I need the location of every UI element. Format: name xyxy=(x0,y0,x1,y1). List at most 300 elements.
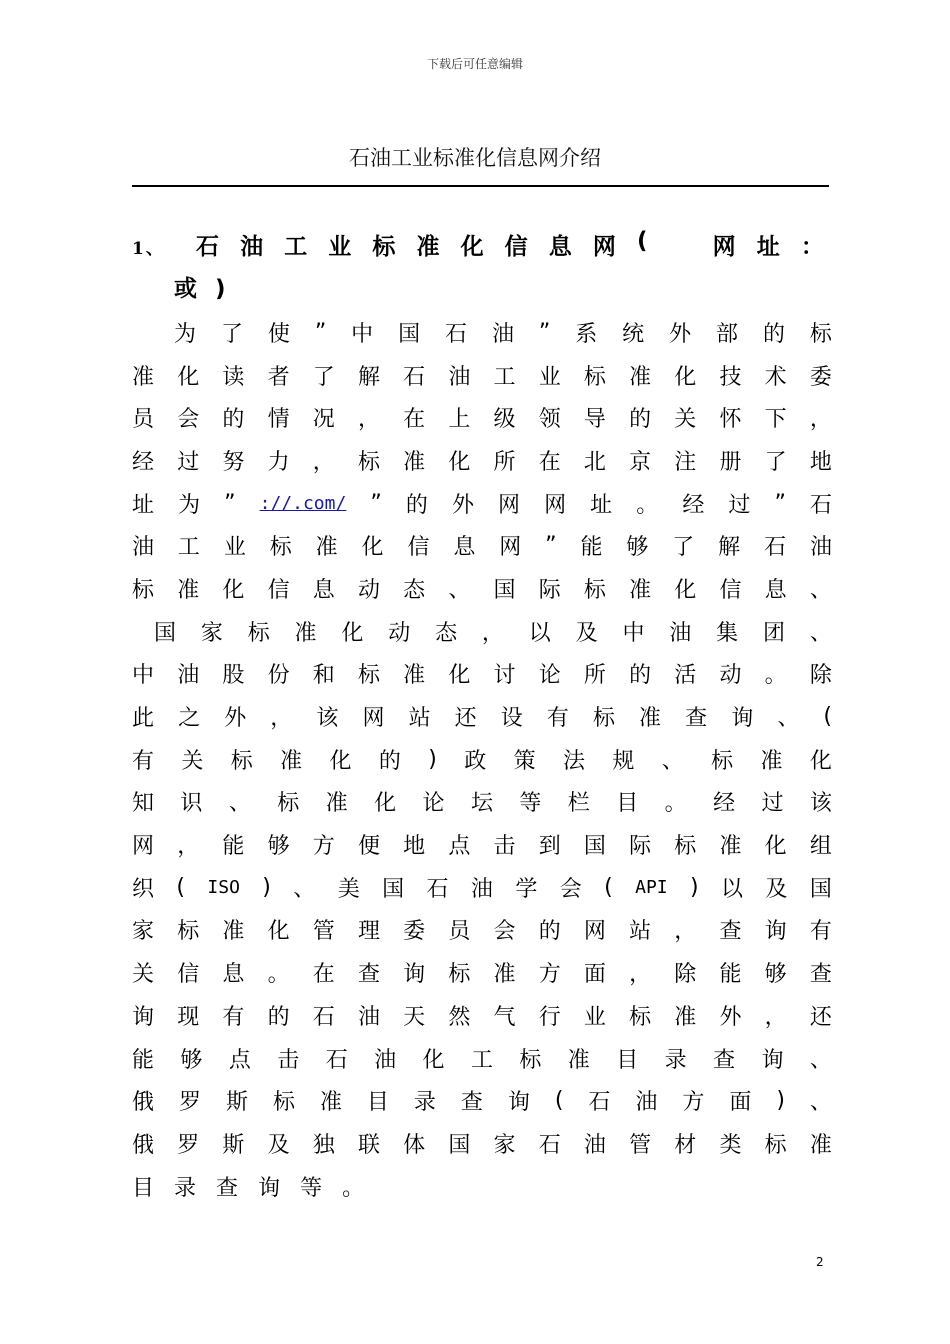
text-char: 份 xyxy=(267,663,290,689)
text-char: 国 xyxy=(398,321,421,347)
text-char: 员 xyxy=(132,407,155,433)
text-char: 罗 xyxy=(177,1132,200,1158)
text-char: ， xyxy=(674,919,697,945)
text-char: 有 xyxy=(222,1004,245,1030)
text-char: 了 xyxy=(672,535,695,561)
text-char: 学 xyxy=(515,876,538,902)
text-char: 体 xyxy=(403,1132,426,1158)
text-char: 股 xyxy=(222,663,245,689)
text-char: 息 xyxy=(312,577,335,603)
text-char: 及 xyxy=(267,1132,290,1158)
text-char: 能 xyxy=(132,1047,155,1073)
text-char: 准 xyxy=(719,834,742,860)
text-char: 家 xyxy=(132,919,155,945)
text-char: 油 xyxy=(374,1047,397,1073)
text-char: 信 xyxy=(407,535,430,561)
text-char: 方 xyxy=(682,1090,705,1116)
text-char: 关 xyxy=(132,962,155,988)
text-char: 中 xyxy=(132,663,155,689)
text-char: 际 xyxy=(538,577,561,603)
text-char: 标 xyxy=(357,663,380,689)
text-char: ) xyxy=(776,1088,785,1114)
text-char: 会 xyxy=(177,407,200,433)
text-line xyxy=(132,823,832,866)
text-char: 组 xyxy=(809,834,832,860)
text-line xyxy=(132,1165,832,1208)
text-char: 准 xyxy=(629,364,652,390)
text-char: 的 xyxy=(629,407,652,433)
document-title: 石油工业标准化信息网介绍 xyxy=(349,146,601,170)
heading-char: 信 xyxy=(504,234,528,260)
text-char: 化 xyxy=(222,577,245,603)
text-char: 级 xyxy=(493,407,516,433)
text-char: ” xyxy=(545,533,557,559)
text-char: 够 xyxy=(764,962,787,988)
text-char: 标 xyxy=(519,1047,542,1073)
text-char: 询 xyxy=(403,962,426,988)
text-char: 讨 xyxy=(493,663,516,689)
text-char: 点 xyxy=(448,834,471,860)
text-char: 够 xyxy=(626,535,649,561)
text-char: 油 xyxy=(448,364,471,390)
text-char: 识 xyxy=(180,791,203,817)
text-char: 业 xyxy=(538,364,561,390)
text-char: 石 xyxy=(403,364,426,390)
text-char: 信 xyxy=(719,577,742,603)
text-char: 所 xyxy=(583,663,606,689)
text-char: 栏 xyxy=(567,791,590,817)
text-char: 策 xyxy=(513,748,536,774)
text-char: 油 xyxy=(635,1090,658,1116)
text-char: 还 xyxy=(454,706,477,732)
text-line xyxy=(132,653,832,696)
text-char: 石 xyxy=(312,1004,335,1030)
text-char: 准 xyxy=(294,620,317,646)
text-char: 此 xyxy=(132,706,155,732)
text-char: 标 xyxy=(177,919,200,945)
text-char: 到 xyxy=(538,834,561,860)
text-char: 管 xyxy=(629,1132,652,1158)
text-char: 能 xyxy=(580,535,603,561)
text-char: 读 xyxy=(222,364,245,390)
text-char: 化 xyxy=(448,663,471,689)
text-char: 斯 xyxy=(225,1090,248,1116)
text-char: 化 xyxy=(267,919,290,945)
text-char: 联 xyxy=(357,1132,380,1158)
section-heading xyxy=(132,228,832,268)
text-char: 准 xyxy=(325,791,348,817)
text-char: 国 xyxy=(154,620,177,646)
text-char: 过 xyxy=(177,449,200,475)
text-char: 在 xyxy=(312,962,335,988)
text-char: 准 xyxy=(319,1090,342,1116)
text-char: ” xyxy=(370,490,382,516)
text-char: 册 xyxy=(719,449,742,475)
section-heading-continued: 或) xyxy=(174,276,244,302)
text-char: 家 xyxy=(493,1132,516,1158)
page-number: 2 xyxy=(816,1255,824,1269)
text-char: 目 xyxy=(132,1175,155,1201)
text-char: 论 xyxy=(538,663,561,689)
text-char: 询 xyxy=(764,919,787,945)
text-char: 、 xyxy=(809,1090,832,1116)
text-char: 询 xyxy=(258,1175,281,1201)
heading-char: 网 xyxy=(712,234,736,260)
header-note: 下载后可任意编辑 xyxy=(426,57,523,71)
text-char: 上 xyxy=(448,407,471,433)
text-char: 准 xyxy=(132,364,155,390)
text-line xyxy=(132,439,832,482)
text-char: 的 xyxy=(762,321,785,347)
text-char: 罗 xyxy=(178,1090,201,1116)
text-char: ) xyxy=(262,874,271,900)
text-char: 地 xyxy=(809,449,832,475)
text-char: 设 xyxy=(500,706,523,732)
heading-char: 石 xyxy=(196,234,219,260)
text-char: 准 xyxy=(567,1047,590,1073)
text-char: 化 xyxy=(448,449,471,475)
text-char: 及 xyxy=(765,876,788,902)
text-char: 目 xyxy=(616,791,639,817)
text-char: 网 xyxy=(362,706,385,732)
text-char: 击 xyxy=(277,1047,300,1073)
text-char: 等 xyxy=(519,791,542,817)
text-char: 标 xyxy=(629,1004,652,1030)
text-char: 准 xyxy=(315,535,338,561)
text-line xyxy=(132,951,832,994)
text-char: 息 xyxy=(764,577,787,603)
text-char: 导 xyxy=(583,407,606,433)
text-char: 便 xyxy=(357,834,380,860)
text-char: 有 xyxy=(546,706,569,732)
heading-char xyxy=(669,228,692,261)
text-char: ISO xyxy=(207,876,240,898)
text-char: 除 xyxy=(674,962,697,988)
text-char: 委 xyxy=(403,919,426,945)
text-char: 的 xyxy=(267,1004,290,1030)
text-char: 标 xyxy=(272,1090,295,1116)
text-char: 石 xyxy=(588,1090,611,1116)
text-char: 北 xyxy=(583,449,606,475)
text-char: 油 xyxy=(583,1132,606,1158)
text-char: 的 xyxy=(222,407,245,433)
heading-char: 业 xyxy=(328,234,352,260)
text-char: 录 xyxy=(664,1047,687,1073)
text-char: 在 xyxy=(538,449,561,475)
text-char: 有 xyxy=(809,919,832,945)
text-char: 国 xyxy=(448,1132,471,1158)
text-char: ， xyxy=(357,407,380,433)
text-char: 经 xyxy=(682,492,705,518)
text-char: 息 xyxy=(453,535,476,561)
text-char: 况 xyxy=(312,407,335,433)
text-char: 标 xyxy=(809,321,832,347)
text-char: 查 xyxy=(809,962,832,988)
text-char: ， xyxy=(481,620,504,646)
text-char: 准 xyxy=(177,577,200,603)
text-char: 系 xyxy=(575,321,598,347)
text-char: 过 xyxy=(761,791,784,817)
text-char: 查 xyxy=(719,919,742,945)
text-char: 国 xyxy=(583,834,606,860)
text-char: 气 xyxy=(493,1004,516,1030)
text-char: 击 xyxy=(493,834,516,860)
text-char: 团 xyxy=(762,620,785,646)
text-char: 委 xyxy=(809,364,832,390)
text-line xyxy=(132,567,832,610)
text-line xyxy=(132,354,832,397)
text-char: 。 xyxy=(267,962,290,988)
text-char: ( xyxy=(604,874,613,900)
text-char: 经 xyxy=(132,449,155,475)
text-char: ， xyxy=(270,706,293,732)
text-char: 点 xyxy=(228,1047,251,1073)
text-char: 标 xyxy=(764,1132,787,1158)
text-char: 询 xyxy=(132,1004,155,1030)
text-char: 统 xyxy=(622,321,645,347)
text-line xyxy=(132,994,832,1037)
text-char: 标 xyxy=(592,706,615,732)
text-char: 标 xyxy=(674,834,697,860)
text-char: 经 xyxy=(713,791,736,817)
text-char: 准 xyxy=(629,577,652,603)
heading-char: 化 xyxy=(460,234,484,260)
text-char: 录 xyxy=(413,1090,436,1116)
text-line xyxy=(132,1079,832,1122)
text-char: 化 xyxy=(764,834,787,860)
text-char: 关 xyxy=(674,407,697,433)
text-char: 行 xyxy=(538,1004,561,1030)
text-char: 为 xyxy=(174,321,197,347)
text-char: 化 xyxy=(177,364,200,390)
text-char: 术 xyxy=(764,364,787,390)
text-char: 准 xyxy=(280,748,303,774)
text-char: 、 xyxy=(777,706,800,732)
text-char: 、 xyxy=(228,791,251,817)
text-char: 。 xyxy=(342,1175,365,1201)
text-line xyxy=(132,738,832,781)
text-line xyxy=(132,610,832,653)
text-char: 国 xyxy=(382,876,405,902)
section-number: 1、 xyxy=(132,239,165,259)
text-char: 信 xyxy=(267,577,290,603)
text-char: 。 xyxy=(764,663,787,689)
text-char: 石 xyxy=(809,492,832,518)
text-char: 化 xyxy=(809,748,832,774)
text-char: ， xyxy=(177,834,200,860)
text-char: 的 xyxy=(378,748,401,774)
text-char: ” xyxy=(314,319,327,345)
text-char: 领 xyxy=(538,407,561,433)
text-char: 网 xyxy=(499,535,522,561)
text-line xyxy=(132,909,832,952)
text-line xyxy=(132,781,832,824)
text-char: 态 xyxy=(403,577,426,603)
text-char: 类 xyxy=(719,1132,742,1158)
text-char: ， xyxy=(629,962,652,988)
text-char: 准 xyxy=(809,1132,832,1158)
text-char: 外 xyxy=(719,1004,742,1030)
text-char: 动 xyxy=(388,620,411,646)
text-char: 能 xyxy=(719,962,742,988)
text-line xyxy=(132,1122,832,1165)
text-char: 除 xyxy=(809,663,832,689)
text-char: 化 xyxy=(422,1047,445,1073)
text-char: 询 xyxy=(731,706,754,732)
text-char: 标 xyxy=(230,748,253,774)
text-char: 化 xyxy=(674,577,697,603)
text-char: 工 xyxy=(493,364,516,390)
text-char: 技 xyxy=(719,364,742,390)
text-char: 会 xyxy=(559,876,582,902)
text-char: 使 xyxy=(267,321,290,347)
text-char: 了 xyxy=(220,321,243,347)
text-char: 、 xyxy=(809,620,832,646)
text-char: 动 xyxy=(357,577,380,603)
text-char: 油 xyxy=(132,535,155,561)
text-char: 工 xyxy=(470,1047,493,1073)
text-char: ” xyxy=(224,490,236,516)
heading-char: 址 xyxy=(756,234,780,260)
text-char: 斯 xyxy=(222,1132,245,1158)
text-char: 和 xyxy=(312,663,335,689)
heading-char: 网 xyxy=(592,234,616,260)
section-heading-text xyxy=(196,228,832,261)
text-char: 油 xyxy=(357,1004,380,1030)
text-char: 化 xyxy=(674,364,697,390)
text-line xyxy=(132,311,832,354)
text-char: 以 xyxy=(721,876,744,902)
text-char: 网 xyxy=(132,834,155,860)
text-char: 面 xyxy=(583,962,606,988)
text-char: 。 xyxy=(636,492,659,518)
text-char: 所 xyxy=(493,449,516,475)
heading-char: 准 xyxy=(416,234,440,260)
text-char: 方 xyxy=(312,834,335,860)
text-char: 力 xyxy=(267,449,290,475)
text-char: 的 xyxy=(405,492,428,518)
text-char: 够 xyxy=(180,1047,203,1073)
text-char: 标 xyxy=(448,962,471,988)
text-char: 理 xyxy=(357,919,380,945)
text-line xyxy=(132,695,832,738)
text-char: 京 xyxy=(629,449,652,475)
text-char: 、 xyxy=(661,748,684,774)
text-line xyxy=(132,482,832,525)
text-char: 查 xyxy=(357,962,380,988)
text-char: 外 xyxy=(669,321,692,347)
text-char: 还 xyxy=(809,1004,832,1030)
text-line xyxy=(132,1037,832,1080)
text-char: ( xyxy=(554,1088,564,1114)
text-char: 油 xyxy=(809,535,832,561)
text-char: 询 xyxy=(761,1047,784,1073)
text-char: 、 xyxy=(448,577,471,603)
text-char: API xyxy=(635,876,668,898)
text-char: 的 xyxy=(538,919,561,945)
text-char: 管 xyxy=(312,919,335,945)
text-char: 标 xyxy=(132,577,155,603)
text-line xyxy=(132,524,832,567)
text-char: 油 xyxy=(491,321,514,347)
text-char: 查 xyxy=(216,1175,239,1201)
text-char: 标 xyxy=(357,449,380,475)
heading-char: 油 xyxy=(240,234,264,260)
text-char: 以 xyxy=(528,620,551,646)
text-char: 情 xyxy=(267,407,290,433)
text-char: 会 xyxy=(493,919,516,945)
text-char: 标 xyxy=(583,364,606,390)
text-char: 为 xyxy=(178,492,201,518)
text-char: 地 xyxy=(403,834,426,860)
text-char: 了 xyxy=(312,364,335,390)
website-link[interactable]: ://.com/ xyxy=(259,492,347,514)
text-char: 的 xyxy=(629,663,652,689)
text-char: 业 xyxy=(583,1004,606,1030)
text-char: 标 xyxy=(269,535,292,561)
text-char: 录 xyxy=(174,1175,197,1201)
text-char: 。 xyxy=(664,791,687,817)
text-char: 址 xyxy=(132,492,155,518)
text-char: 了 xyxy=(764,449,787,475)
text-char: 询 xyxy=(507,1090,530,1116)
text-char: 信 xyxy=(177,962,200,988)
text-char: 论 xyxy=(422,791,445,817)
text-char: 该 xyxy=(809,791,832,817)
text-line xyxy=(132,396,832,439)
text-char: 外 xyxy=(224,706,247,732)
text-char: 在 xyxy=(403,407,426,433)
text-char: 网 xyxy=(544,492,567,518)
text-char: 国 xyxy=(809,876,832,902)
text-char: 、 xyxy=(809,1047,832,1073)
text-char: 现 xyxy=(177,1004,200,1030)
text-char: 石 xyxy=(445,321,468,347)
text-char: 中 xyxy=(622,620,645,646)
text-char: 化 xyxy=(329,748,352,774)
text-char: 活 xyxy=(674,663,697,689)
heading-char: 工 xyxy=(284,234,308,260)
text-char: 油 xyxy=(470,876,493,902)
text-char: 化 xyxy=(341,620,364,646)
text-char: ) xyxy=(428,746,437,772)
text-char: 准 xyxy=(493,962,516,988)
text-char: 之 xyxy=(178,706,201,732)
text-line xyxy=(132,866,832,909)
text-char: ( xyxy=(823,704,832,730)
text-char: 站 xyxy=(408,706,431,732)
text-char: ， xyxy=(312,449,335,475)
text-char: 有 xyxy=(132,748,155,774)
text-char: 油 xyxy=(177,663,200,689)
text-char: 解 xyxy=(357,364,380,390)
title-divider xyxy=(132,185,829,187)
text-char: 国 xyxy=(493,577,516,603)
text-char: ” xyxy=(774,490,786,516)
text-char: 际 xyxy=(629,834,652,860)
text-char: 工 xyxy=(177,535,200,561)
text-char: 及 xyxy=(575,620,598,646)
section-body xyxy=(132,228,832,1207)
heading-char: 标 xyxy=(372,234,396,260)
text-char: 材 xyxy=(674,1132,697,1158)
text-char: 过 xyxy=(728,492,751,518)
text-char: 解 xyxy=(718,535,741,561)
body-paragraph xyxy=(132,311,832,1207)
text-char: 方 xyxy=(538,962,561,988)
text-char: 化 xyxy=(361,535,384,561)
text-char: 该 xyxy=(316,706,339,732)
